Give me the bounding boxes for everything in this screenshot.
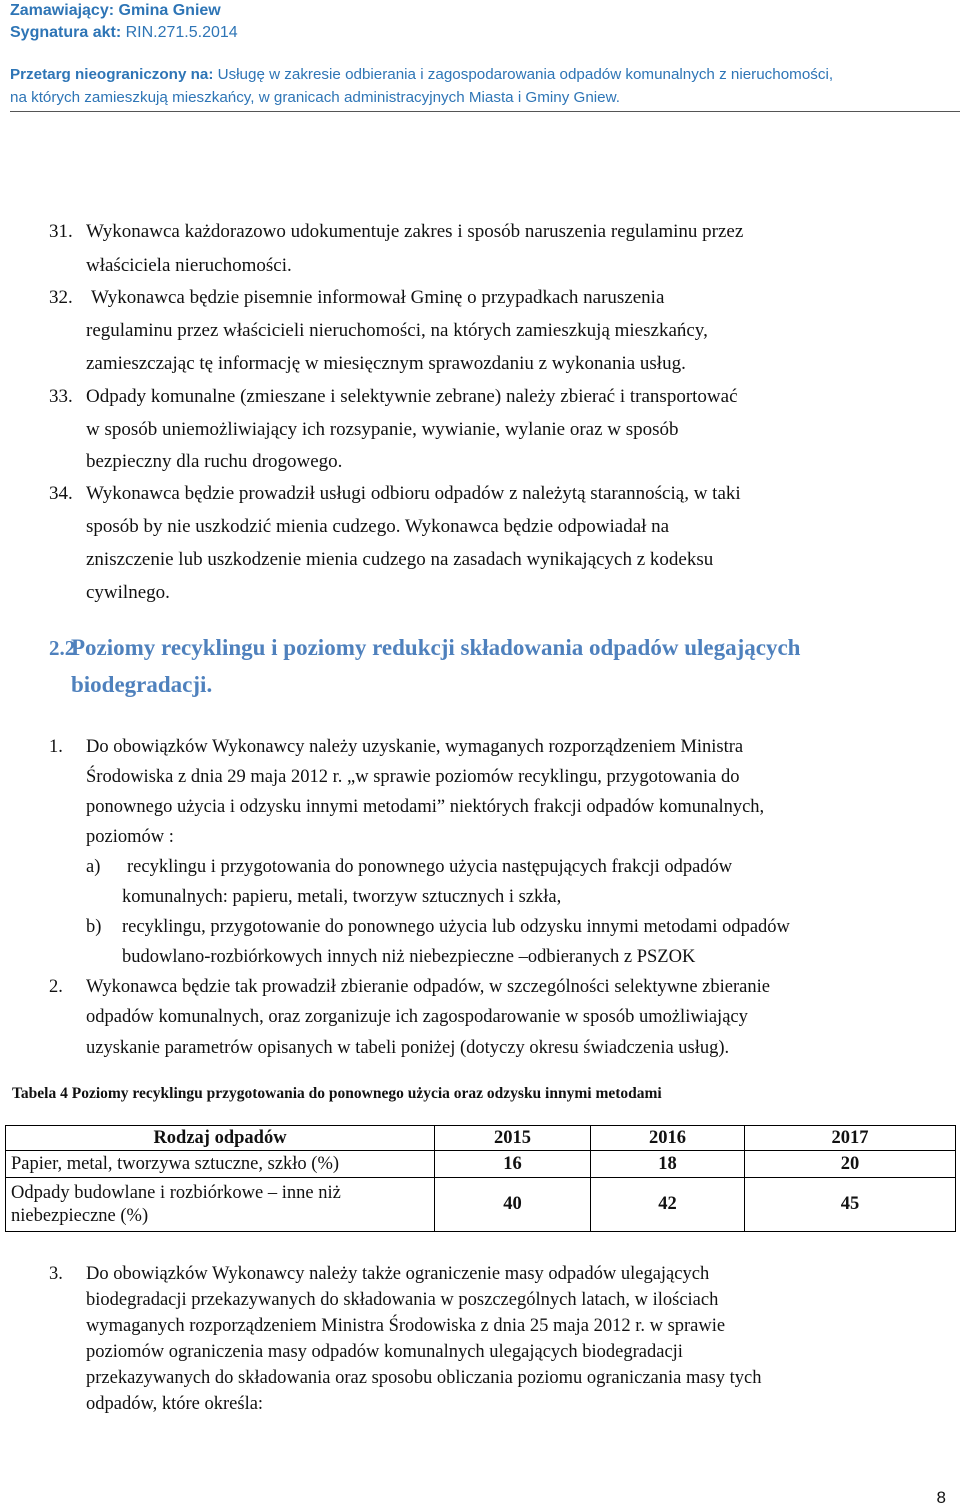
point-text-line: Wykonawca będzie prowadził usługi odbioru odpadów z należytą starannością, w taki bbox=[86, 483, 741, 504]
header-tender-label: Przetarg nieograniczony na: bbox=[10, 66, 218, 83]
point-number: 32. bbox=[49, 287, 73, 308]
header-tender-title-cont: na których zamieszkują mieszkańcy, w granicach administracyjnych Miasta i Gminy Gniew. bbox=[10, 89, 620, 106]
item-text-line: Wykonawca będzie tak prowadził zbieranie odpadów, w szczególności selektywne zbieranie bbox=[86, 977, 770, 997]
item-text-line: Do obowiązków Wykonawcy należy także ograniczenie masy odpadów ulegających bbox=[86, 1264, 710, 1284]
section-number: 2.2 bbox=[49, 636, 76, 660]
table-caption: Tabela 4 Poziomy recyklingu przygotowania do ponownego użycia oraz odzysku innymi metodami bbox=[12, 1085, 662, 1102]
point-text-line: regulaminu przez właścicieli nieruchomości, na których zamieszkują mieszkańcy, bbox=[86, 320, 708, 341]
header-divider bbox=[10, 111, 960, 112]
header-case-label: Sygnatura akt: bbox=[10, 24, 126, 41]
point-text-line: cywilnego. bbox=[86, 582, 170, 603]
table-header-cell: 2016 bbox=[591, 1126, 745, 1151]
item-text-line: odpadów, które określa: bbox=[86, 1394, 264, 1414]
item-text-line: wymaganych rozporządzeniem Ministra Środowiska z dnia 25 maja 2012 r. w sprawie bbox=[86, 1316, 726, 1336]
subitem-text-line: recyklingu i przygotowania do ponownego użycia następujących frakcji odpadów bbox=[127, 857, 733, 877]
table-header-cell: 2015 bbox=[435, 1126, 591, 1151]
header-case-value: RIN.271.5.2014 bbox=[125, 24, 238, 41]
table-cell-label-line: niebezpieczne (%) bbox=[11, 1205, 149, 1226]
table-row bbox=[6, 1151, 956, 1178]
recycling-levels-table bbox=[5, 1125, 956, 1232]
table-cell-value: 18 bbox=[591, 1151, 745, 1178]
item-text-line: poziomów : bbox=[86, 827, 174, 847]
item-text-line: Środowiska z dnia 29 maja 2012 r. „w sprawie poziomów recyklingu, przygotowania do bbox=[86, 767, 740, 787]
header-tender-title bbox=[10, 66, 833, 83]
subitem-label: b) bbox=[86, 917, 102, 937]
table-cell-label-line: Odpady budowlane i rozbiórkowe – inne niż bbox=[11, 1182, 341, 1203]
subitem-label: a) bbox=[86, 857, 101, 877]
page-number: 8 bbox=[936, 1488, 946, 1507]
item-text-line: przekazywanych do składowania oraz sposobu obliczania poziomu ograniczania masy tych bbox=[86, 1368, 762, 1388]
item-text-line: uzyskanie parametrów opisanych w tabeli poniżej (dotyczy okresu świadczenia usług). bbox=[86, 1038, 730, 1058]
table-cell-value: 45 bbox=[745, 1178, 956, 1232]
table-cell-label: Papier, metal, tworzywa sztuczne, szkło (%) bbox=[6, 1151, 435, 1178]
point-text-line: właściciela nieruchomości. bbox=[86, 255, 292, 276]
point-text-line: Wykonawca każdorazowo udokumentuje zakres i sposób naruszenia regulaminu przez bbox=[86, 221, 744, 242]
point-text-line: Odpady komunalne (zmieszane i selektywnie zebrane) należy zbierać i transportować bbox=[86, 386, 738, 407]
point-number: 34. bbox=[49, 483, 73, 504]
table-cell-value: 20 bbox=[745, 1151, 956, 1178]
table-header-cell: 2017 bbox=[745, 1126, 956, 1151]
table-header-cell: Rodzaj odpadów bbox=[6, 1126, 435, 1151]
table-row bbox=[6, 1178, 956, 1232]
point-text-line: sposób by nie uszkodzić mienia cudzego. Wykonawca będzie odpowiadał na bbox=[86, 516, 670, 537]
section-title: Poziomy recyklingu i poziomy redukcji składowania odpadów ulegających bbox=[71, 635, 801, 660]
header-ordering-party: Zamawiający: Gmina Gniew bbox=[10, 2, 221, 19]
table-cell-value: 40 bbox=[435, 1178, 591, 1232]
item-text-line: poziomów ograniczenia masy odpadów komunalnych ulegających biodegradacji bbox=[86, 1342, 683, 1362]
point-text-line: zamieszczając tę informację w miesięcznym sprawozdaniu z wykonania usług. bbox=[86, 353, 686, 374]
point-text-line: Wykonawca będzie pisemnie informował Gminę o przypadkach naruszenia bbox=[91, 287, 665, 308]
subitem-text-line: komunalnych: papieru, metali, tworzyw sztucznych i szkła, bbox=[122, 887, 562, 907]
item-text-line: ponownego użycia i odzysku innymi metodami” niektórych frakcji odpadów komunalnych, bbox=[86, 797, 765, 817]
subitem-text-line: recyklingu, przygotowanie do ponownego użycia lub odzysku innymi metodami odpadów bbox=[122, 917, 790, 937]
point-text-line: bezpieczny dla ruchu drogowego. bbox=[86, 451, 343, 472]
point-text-line: w sposób uniemożliwiający ich rozsypanie, wywianie, wylanie oraz w sposób bbox=[86, 419, 679, 440]
section-title-cont: biodegradacji. bbox=[71, 672, 213, 697]
subitem-text-line: budowlano-rozbiórkowych innych niż niebezpieczne –odbieranych z PSZOK bbox=[122, 947, 696, 967]
table-cell-value: 16 bbox=[435, 1151, 591, 1178]
item-text-line: biodegradacji przekazywanych do składowania w poszczególnych latach, w ilościach bbox=[86, 1290, 719, 1310]
item-text-line: odpadów komunalnych, oraz zorganizuje ich zagospodarowanie w sposób umożliwiający bbox=[86, 1007, 748, 1027]
item-number: 3. bbox=[49, 1264, 63, 1284]
point-number: 33. bbox=[49, 386, 73, 407]
item-text-line: Do obowiązków Wykonawcy należy uzyskanie, wymaganych rozporządzeniem Ministra bbox=[86, 737, 744, 757]
table-cell-value: 42 bbox=[591, 1178, 745, 1232]
header-tender-value: Usługę w zakresie odbierania i zagospodarowania odpadów komunalnych z nieruchomości, bbox=[217, 66, 834, 83]
table-cell-label bbox=[6, 1178, 435, 1232]
point-text-line: zniszczenie lub uszkodzenie mienia cudzego na zasadach wynikających z kodeksu bbox=[86, 549, 714, 570]
item-number: 2. bbox=[49, 977, 63, 997]
point-number: 31. bbox=[49, 221, 73, 242]
header-case-reference bbox=[10, 24, 238, 42]
item-number: 1. bbox=[49, 737, 63, 757]
table-header-row bbox=[6, 1126, 956, 1151]
